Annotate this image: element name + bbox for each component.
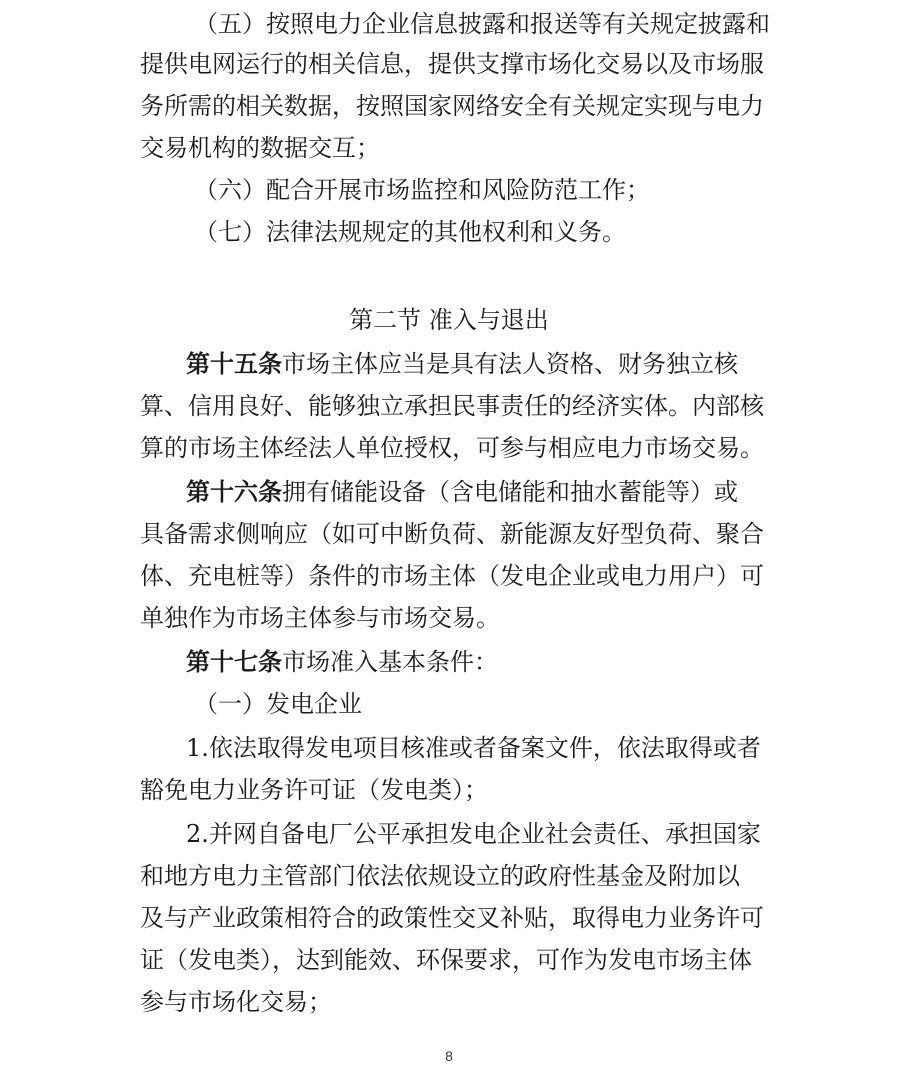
article-17-line: 2.并网自备电厂公平承担发电企业社会责任、承担国家 <box>186 820 761 848</box>
article-16-line: 第十六条拥有储能设备（含电储能和抽水蓄能等）或 <box>186 470 898 514</box>
article-title: 第十六条 <box>186 478 282 506</box>
article-17-line: 参与市场化交易； <box>140 988 332 1016</box>
paragraph-line: 务所需的相关数据，按照国家网络安全有关规定实现与电力 <box>140 92 764 120</box>
article-15-line: 第十五条市场主体应当是具有法人资格、财务独立核 <box>186 342 898 386</box>
article-title: 第十七条 <box>186 648 282 676</box>
article-17-line: 第十七条市场准入基本条件： <box>186 640 898 684</box>
paragraph-line: （五）按照电力企业信息披露和报送等有关规定披露和 <box>194 10 770 38</box>
section-heading: 第二节 准入与退出 <box>349 306 549 334</box>
article-15-line: 算的市场主体经法人单位授权，可参与相应电力市场交易。 <box>140 434 764 462</box>
article-17-line: 1.依法取得发电项目核准或者备案文件，依法取得或者 <box>186 734 761 762</box>
article-17-subheading: （一）发电企业 <box>194 690 362 718</box>
article-17-line: 及与产业政策相符合的政策性交叉补贴，取得电力业务许可 <box>140 904 764 932</box>
article-17-line: 豁免电力业务许可证（发电类）； <box>140 776 488 804</box>
paragraph-line: 交易机构的数据交互； <box>140 134 380 162</box>
article-title: 第十五条 <box>186 350 282 378</box>
paragraph-line: （六）配合开展市场监控和风险防范工作； <box>194 176 650 204</box>
article-16-line: 具备需求侧响应（如可中断负荷、新能源友好型负荷、聚合 <box>140 520 764 548</box>
article-17-line: 和地方电力主管部门依法依规设立的政府性基金及附加以 <box>140 862 740 890</box>
article-17-line: 证（发电类），达到能效、环保要求，可作为发电市场主体 <box>140 946 752 974</box>
article-16-line: 单独作为市场主体参与市场交易。 <box>140 604 500 632</box>
paragraph-line: 提供电网运行的相关信息，提供支撑市场化交易以及市场服 <box>140 50 764 78</box>
paragraph-line: （七）法律法规规定的其他权利和义务。 <box>194 218 626 246</box>
article-16-line: 体、充电桩等）条件的市场主体（发电企业或电力用户）可 <box>140 562 764 590</box>
article-15-line: 算、信用良好、能够独立承担民事责任的经济实体。内部核 <box>140 392 764 420</box>
page-number: 8 <box>445 1048 453 1064</box>
